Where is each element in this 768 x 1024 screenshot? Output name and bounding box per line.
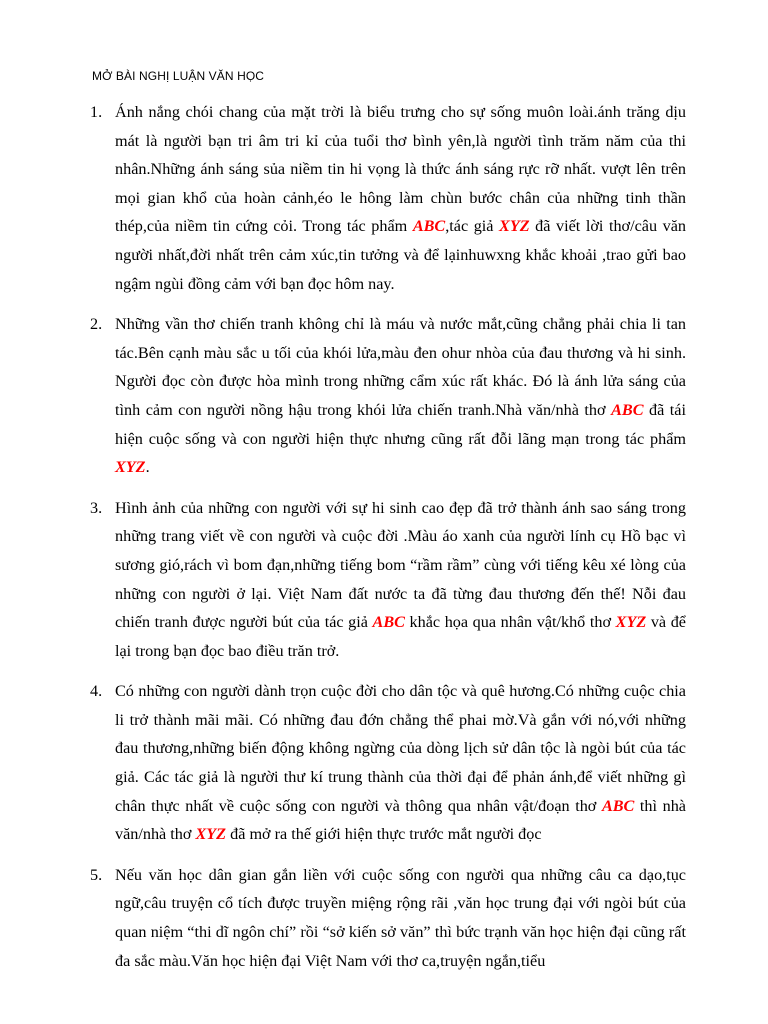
text-segment: Ánh nắng chói chang của mặt trời là biểu trưng cho sự sống muôn loài.ánh trăng dịu mát là người bạn tri âm tri kỉ của tuổi thơ bình yên,là người tình trăm năm của thi nhân.Những ánh sáng sủa niềm tin hi vọng là thức ánh sáng rực rỡ nhất. vượt lên trên mọi gian khổ của hoàn cảnh,éo le hông làm chùn bước chân của những tinh thần thép,của niềm tin cứng cỏi. Trong tác phẩm (115, 103, 686, 236)
text-segment: thì nhà văn/nhà thơ (115, 796, 686, 844)
list-item (90, 677, 686, 849)
list-item (90, 494, 686, 666)
list-item-number: 2. (90, 315, 103, 334)
text-segment: Những vần thơ chiến tranh không chỉ là máu và nước mắt,cũng chẳng phải chia li tan tác.Bên cạnh màu sắc u tối của khói lửa,màu đen ohur nhòa của đau thương và hi sinh. Người đọc còn được hòa mình trong những cẩm xúc rất khác. Đó là ánh lửa sáng của tình cảm con người nồng hậu trong khói lửa chiến tranh.Nhà văn/nhà thơ (115, 315, 686, 419)
placeholder-work: XYZ (115, 458, 146, 477)
placeholder-work: XYZ (615, 613, 647, 632)
text-segment: và để lại trong bạn đọc bao điều trăn trở. (115, 613, 686, 660)
placeholder-author: XYZ (195, 825, 227, 844)
list-item-number: 1. (90, 103, 103, 121)
list-item-number: 3. (90, 498, 103, 517)
text-segment: ,tác giả (445, 217, 500, 236)
text-segment: đã mở ra thế giới hiện thực trước mắt người đọc (226, 825, 542, 844)
list-item-number: 4. (90, 682, 103, 701)
list-item-text (115, 98, 686, 298)
list-item (90, 98, 686, 298)
list-item (90, 861, 686, 975)
list-item-text (115, 494, 686, 666)
placeholder-author: ABC (611, 400, 644, 419)
list-item-text (115, 861, 686, 975)
numbered-list (90, 98, 686, 987)
text-segment: . (145, 458, 150, 477)
text-segment: đã viết lời thơ/câu văn người nhất,đời nhất trên cảm xúc,tin tưởng và để lạinhuwxng khắc khoải ,trao gửi bao ngậm ngùi đồng cảm với bạn đọc hôm nay. (115, 217, 686, 293)
text-segment: Có những con người dành trọn cuộc đời cho dân tộc và quê hương.Có những cuộc chia li trở thành mãi mãi. Có những đau đớn chẳng thể phai mờ.Và gắn với nó,với những đau thương,những biến động không ngừng của dòng lịch sử dân tộc là ngòi bút của tác giả. Các tác giả là người thư kí trung thành của thời đại để phản ánh,để viết những gì chân thực nhất về cuộc sống con người và thông qua nhân vật/đoạn thơ (115, 682, 686, 815)
list-item-text (115, 677, 686, 849)
text-segment: Nếu văn học dân gian gắn liền với cuộc sống con người qua những câu ca dạo,tục ngữ,câu truyện cổ tích được truyền miệng rộng rãi ,văn học trung đại với ngòi bút của quan niệm “thi dĩ ngôn chí” rồi “sở kiến sở văn” thì bức trạnh văn học hiện đại cũng rất đa sắc màu.Văn học hiện đại Việt Nam với thơ ca,truyện ngắn,tiểu (115, 865, 686, 970)
placeholder-work: ABC (412, 217, 446, 236)
text-segment: đã tái hiện cuộc sống và con người hiện thực nhưng cũng rất đỗi lãng mạn trong tác phẩm (115, 400, 686, 448)
document-title: MỞ BÀI NGHỊ LUẬN VĂN HỌC (92, 69, 265, 83)
placeholder-author: XYZ (499, 217, 530, 236)
list-item-text (115, 310, 686, 482)
list-item (90, 310, 686, 482)
placeholder-author: ABC (372, 613, 405, 632)
text-segment: khắc họa qua nhân vật/khổ thơ (404, 613, 616, 632)
text-segment: Hình ảnh của những con người với sự hi sinh cao đẹp đã trở thành ánh sao sáng trong những trang viết về con người và cuộc đời .Màu áo xanh của người lính cụ Hồ bạc vì sương gió,rách vì bom đạn,những tiếng bom “rầm rầm” cùng với tiếng kêu xé lòng của những con người ở lại. Việt Nam đất nước ta đã từng đau thương đến thế! Nỗi đau chiến tranh được người bút của tác giả (115, 498, 686, 632)
list-item-number: 5. (90, 865, 103, 884)
placeholder-work: ABC (601, 796, 635, 815)
